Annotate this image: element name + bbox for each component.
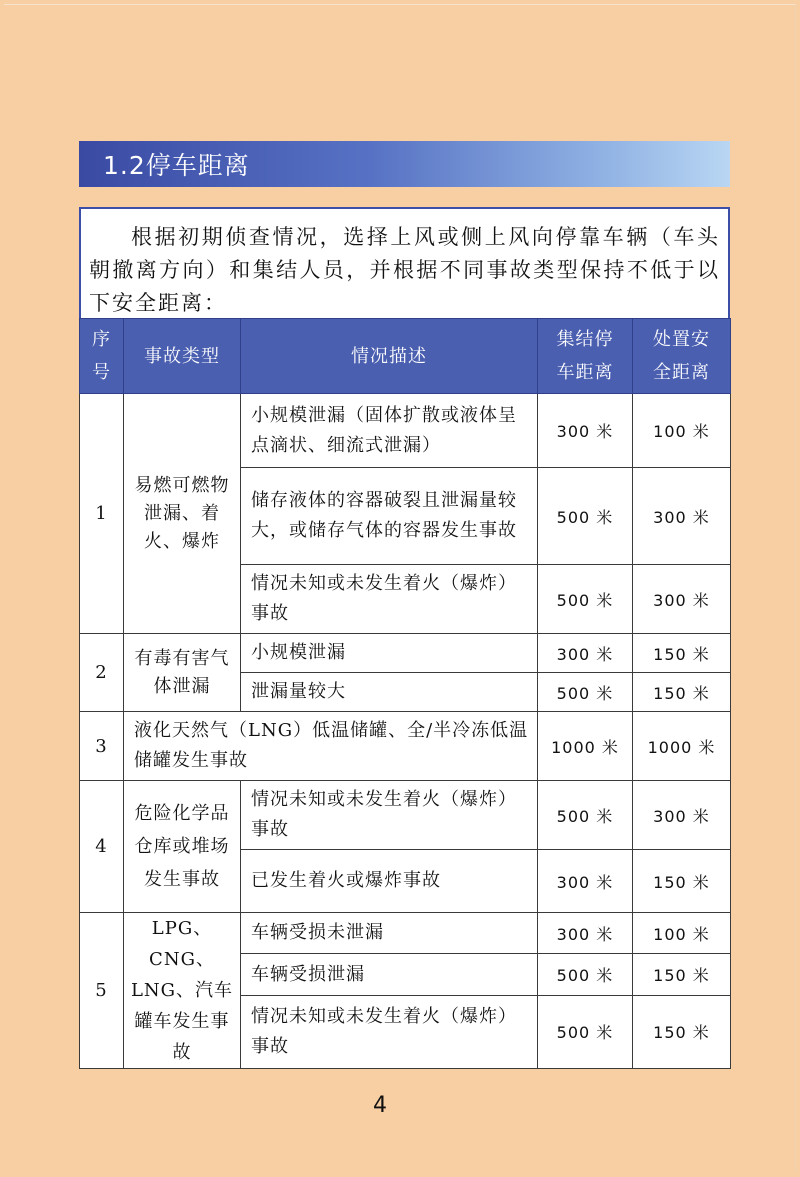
assembly-distance: 500 米 bbox=[538, 995, 633, 1068]
header-desc: 情况描述 bbox=[241, 319, 538, 394]
disposal-distance: 150 米 bbox=[633, 673, 731, 712]
header-disposal-distance: 处置安全距离 bbox=[633, 319, 731, 394]
assembly-distance: 300 米 bbox=[538, 394, 633, 468]
table-row bbox=[80, 394, 731, 468]
table-row bbox=[80, 712, 731, 781]
accident-type: 有毒有害气体泄漏 bbox=[124, 634, 241, 712]
header-assembly-distance: 集结停车距离 bbox=[538, 319, 633, 394]
situation-description: 情况未知或未发生着火（爆炸）事故 bbox=[241, 995, 538, 1068]
assembly-distance: 300 米 bbox=[538, 850, 633, 913]
header-type: 事故类型 bbox=[124, 319, 241, 394]
assembly-distance: 1000 米 bbox=[538, 712, 633, 781]
assembly-distance: 500 米 bbox=[538, 468, 633, 565]
situation-description: 情况未知或未发生着火（爆炸）事故 bbox=[241, 781, 538, 850]
situation-description: 小规模泄漏 bbox=[241, 634, 538, 673]
situation-description: 泄漏量较大 bbox=[241, 673, 538, 712]
section-title: 1.2停车距离 bbox=[103, 151, 250, 180]
table-row bbox=[80, 781, 731, 850]
assembly-distance: 500 米 bbox=[538, 781, 633, 850]
disposal-distance: 300 米 bbox=[633, 468, 731, 565]
situation-description: 储存液体的容器破裂且泄漏量较大，或储存气体的容器发生事故 bbox=[241, 468, 538, 565]
accident-type: LPG、CNG、LNG、汽车罐车发生事故 bbox=[124, 913, 241, 1069]
disposal-distance: 1000 米 bbox=[633, 712, 731, 781]
assembly-distance: 500 米 bbox=[538, 565, 633, 634]
row-number: 4 bbox=[80, 781, 124, 913]
table-row bbox=[80, 634, 731, 673]
row-number: 3 bbox=[80, 712, 124, 781]
disposal-distance: 150 米 bbox=[633, 634, 731, 673]
disposal-distance: 150 米 bbox=[633, 850, 731, 913]
situation-description: 车辆受损泄漏 bbox=[241, 954, 538, 995]
row-number: 2 bbox=[80, 634, 124, 712]
disposal-distance: 300 米 bbox=[633, 781, 731, 850]
assembly-distance: 300 米 bbox=[538, 634, 633, 673]
assembly-distance: 500 米 bbox=[538, 673, 633, 712]
accident-type: 危险化学品仓库或堆场发生事故 bbox=[124, 781, 241, 913]
situation-description: 已发生着火或爆炸事故 bbox=[241, 850, 538, 913]
situation-description: 小规模泄漏（固体扩散或液体呈点滴状、细流式泄漏） bbox=[241, 394, 538, 468]
row-number: 5 bbox=[80, 913, 124, 1069]
disposal-distance: 300 米 bbox=[633, 565, 731, 634]
section-header-bar bbox=[79, 141, 730, 187]
safety-distance-table bbox=[79, 318, 731, 1069]
page-number: 4 bbox=[373, 1093, 387, 1118]
intro-paragraph: 根据初期侦查情况，选择上风或侧上风向停靠车辆（车头朝撤离方向）和集结人员，并根据不同事故类型保持不低于以下安全距离： bbox=[79, 207, 730, 318]
table-header-row bbox=[80, 319, 731, 394]
situation-description: 液化天然气（LNG）低温储罐、全/半冷冻低温储罐发生事故 bbox=[124, 712, 538, 781]
accident-type: 易燃可燃物泄漏、着火、爆炸 bbox=[124, 394, 241, 634]
disposal-distance: 150 米 bbox=[633, 954, 731, 995]
disposal-distance: 100 米 bbox=[633, 913, 731, 954]
disposal-distance: 100 米 bbox=[633, 394, 731, 468]
row-number: 1 bbox=[80, 394, 124, 634]
situation-description: 情况未知或未发生着火（爆炸）事故 bbox=[241, 565, 538, 634]
assembly-distance: 300 米 bbox=[538, 913, 633, 954]
header-no: 序号 bbox=[80, 319, 124, 394]
situation-description: 车辆受损未泄漏 bbox=[241, 913, 538, 954]
disposal-distance: 150 米 bbox=[633, 995, 731, 1068]
table-row bbox=[80, 913, 731, 954]
assembly-distance: 500 米 bbox=[538, 954, 633, 995]
